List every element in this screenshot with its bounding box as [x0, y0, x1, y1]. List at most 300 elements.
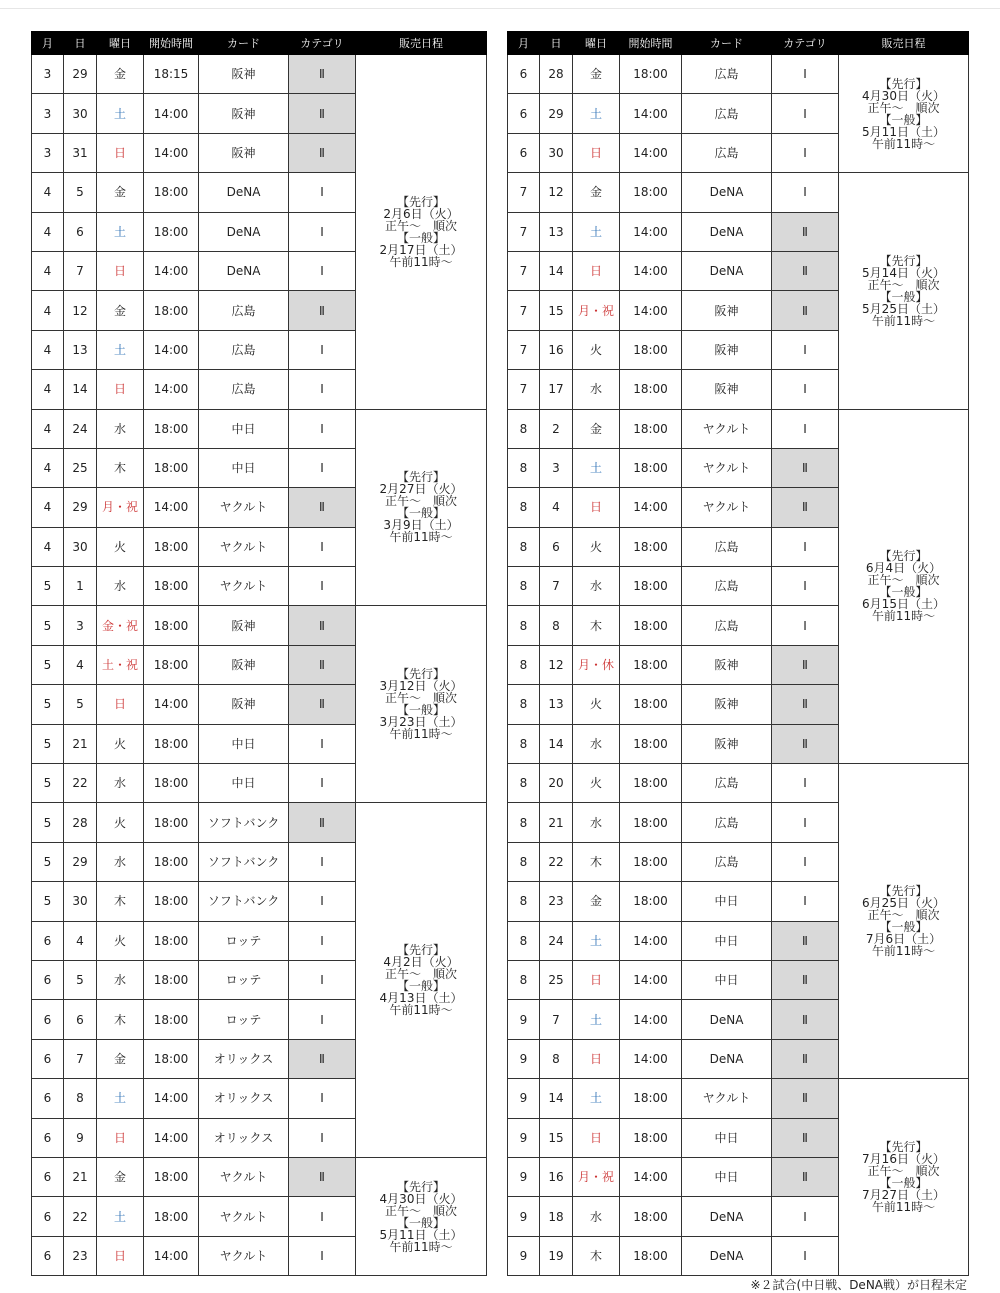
schedule-table-right [507, 31, 969, 1276]
matchup-cell: オリックス [199, 1039, 289, 1078]
start-time-cell: 14:00 [620, 133, 682, 172]
start-time-cell: 14:00 [620, 1000, 682, 1039]
category-cell: Ⅰ [289, 882, 356, 921]
day-cell: 20 [540, 764, 573, 803]
header-start-time: 開始時間 [620, 32, 682, 55]
start-time-cell: 18:00 [620, 764, 682, 803]
category-cell: Ⅰ [289, 1000, 356, 1039]
day-cell: 4 [64, 645, 97, 684]
sale-schedule-line: 【一般】 [879, 585, 928, 600]
sale-schedule-line: 6月25日（火） [862, 896, 945, 911]
day-cell: 16 [540, 1157, 573, 1196]
matchup-cell: 阪神 [682, 645, 772, 684]
start-time-cell: 14:00 [144, 488, 199, 527]
weekday-cell: 土 [97, 1197, 144, 1236]
day-cell: 31 [64, 133, 97, 172]
matchup-cell: ヤクルト [199, 1197, 289, 1236]
start-time-cell: 18:00 [144, 960, 199, 999]
weekday-cell: 土 [97, 330, 144, 369]
matchup-cell: 広島 [199, 330, 289, 369]
start-time-cell: 18:00 [620, 1118, 682, 1157]
month-cell: 6 [32, 1079, 64, 1118]
category-cell: Ⅱ [772, 1079, 839, 1118]
category-cell: Ⅰ [772, 370, 839, 409]
start-time-cell: 18:00 [620, 645, 682, 684]
day-cell: 23 [540, 882, 573, 921]
weekday-cell: 水 [97, 764, 144, 803]
matchup-cell: 広島 [682, 527, 772, 566]
day-cell: 3 [540, 448, 573, 487]
month-cell: 7 [508, 370, 540, 409]
table-row [32, 55, 487, 94]
day-cell: 29 [64, 55, 97, 94]
start-time-cell: 18:00 [620, 330, 682, 369]
sale-schedule-line: 3月23日（土） [379, 715, 463, 730]
category-cell: Ⅰ [289, 448, 356, 487]
day-cell: 14 [64, 370, 97, 409]
start-time-cell: 18:00 [144, 409, 199, 448]
table-row [508, 173, 969, 212]
category-cell: Ⅱ [772, 1000, 839, 1039]
matchup-cell: 中日 [199, 409, 289, 448]
matchup-cell: ヤクルト [682, 488, 772, 527]
sale-schedule-line: 正午～ 順次 [384, 967, 457, 982]
table-row [32, 606, 487, 645]
day-cell: 9 [64, 1118, 97, 1157]
month-cell: 8 [508, 488, 540, 527]
weekday-cell: 水 [97, 409, 144, 448]
category-cell: Ⅰ [289, 212, 356, 251]
weekday-cell: 水 [97, 842, 144, 881]
category-cell: Ⅰ [289, 921, 356, 960]
sale-schedule-line: 正午～ 順次 [384, 218, 457, 233]
sale-schedule-line: 午前11時～ [389, 530, 453, 545]
start-time-cell: 14:00 [144, 133, 199, 172]
sale-schedule-line: 午前11時～ [871, 313, 936, 328]
weekday-cell: 水 [573, 1197, 620, 1236]
matchup-cell: DeNA [682, 251, 772, 290]
month-cell: 4 [32, 291, 64, 330]
category-cell: Ⅰ [289, 1236, 356, 1275]
matchup-cell: 中日 [682, 960, 772, 999]
day-cell: 3 [64, 606, 97, 645]
weekday-cell: 金 [573, 173, 620, 212]
weekday-cell: 日 [573, 1118, 620, 1157]
month-cell: 6 [508, 133, 540, 172]
matchup-cell: 広島 [682, 133, 772, 172]
start-time-cell: 14:00 [620, 94, 682, 133]
start-time-cell: 18:00 [144, 527, 199, 566]
sale-schedule-line: 4月13日（土） [379, 991, 463, 1006]
sale-schedule-line: 6月15日（土） [862, 597, 945, 612]
sale-schedule-cell [356, 1157, 487, 1275]
matchup-cell: 阪神 [199, 94, 289, 133]
weekday-cell: 金 [573, 882, 620, 921]
matchup-cell: ロッテ [199, 1000, 289, 1039]
weekday-cell: 水 [573, 370, 620, 409]
weekday-cell: 金 [573, 409, 620, 448]
category-cell: Ⅱ [772, 921, 839, 960]
start-time-cell: 18:00 [144, 1000, 199, 1039]
weekday-cell: 金 [97, 291, 144, 330]
matchup-cell: 中日 [199, 448, 289, 487]
weekday-cell: 月・祝 [573, 1157, 620, 1196]
weekday-cell: 日 [97, 1118, 144, 1157]
matchup-cell: 広島 [682, 55, 772, 94]
start-time-cell: 14:00 [620, 1157, 682, 1196]
sale-schedule-line: 【一般】 [879, 112, 928, 127]
weekday-cell: 日 [97, 370, 144, 409]
day-cell: 29 [64, 488, 97, 527]
day-cell: 15 [540, 291, 573, 330]
matchup-cell: ソフトバンク [199, 842, 289, 881]
month-cell: 5 [32, 724, 64, 763]
category-cell: Ⅱ [289, 606, 356, 645]
category-cell: Ⅱ [772, 724, 839, 763]
header-category: カテゴリ [289, 32, 356, 55]
weekday-cell: 日 [573, 960, 620, 999]
sale-schedule-line: 2月27日（火） [379, 482, 463, 497]
day-cell: 6 [540, 527, 573, 566]
weekday-cell: 日 [573, 133, 620, 172]
matchup-cell: 阪神 [199, 606, 289, 645]
category-cell: Ⅱ [289, 645, 356, 684]
month-cell: 6 [32, 1157, 64, 1196]
start-time-cell: 18:00 [620, 1079, 682, 1118]
day-cell: 7 [540, 1000, 573, 1039]
sale-schedule-line: 4月30日（火） [379, 1191, 463, 1206]
day-cell: 22 [64, 764, 97, 803]
day-cell: 29 [540, 94, 573, 133]
start-time-cell: 18:00 [620, 55, 682, 94]
sale-schedule-line: 4月2日（火） [383, 955, 459, 970]
month-cell: 8 [508, 409, 540, 448]
matchup-cell: ヤクルト [199, 567, 289, 606]
month-cell: 5 [32, 882, 64, 921]
start-time-cell: 18:00 [620, 882, 682, 921]
category-cell: Ⅰ [772, 606, 839, 645]
sale-schedule-line: 正午～ 順次 [867, 100, 940, 115]
weekday-cell: 日 [97, 133, 144, 172]
day-cell: 4 [540, 488, 573, 527]
month-cell: 4 [32, 330, 64, 369]
matchup-cell: DeNA [682, 1236, 772, 1275]
month-cell: 6 [32, 921, 64, 960]
month-cell: 4 [32, 527, 64, 566]
table-row [32, 803, 487, 842]
day-cell: 15 [540, 1118, 573, 1157]
start-time-cell: 14:00 [620, 1039, 682, 1078]
day-cell: 7 [64, 251, 97, 290]
sale-schedule-line: 4月30日（火） [862, 88, 945, 103]
sale-schedule-line: 午前11時～ [871, 609, 936, 624]
matchup-cell: DeNA [682, 1197, 772, 1236]
start-time-cell: 18:00 [144, 606, 199, 645]
start-time-cell: 14:00 [620, 212, 682, 251]
category-cell: Ⅱ [772, 685, 839, 724]
start-time-cell: 18:00 [144, 842, 199, 881]
header-month: 月 [508, 32, 540, 55]
sale-schedule-line: 午前11時～ [389, 1239, 453, 1254]
sale-schedule-line: 【先行】 [879, 1140, 928, 1155]
sale-schedule-line: 2月6日（火） [383, 206, 459, 221]
matchup-cell: 阪神 [682, 685, 772, 724]
sale-schedule-line: 【一般】 [396, 979, 445, 994]
sale-schedule-line: 正午～ 順次 [867, 1164, 940, 1179]
day-cell: 7 [64, 1039, 97, 1078]
sale-schedule-line: 午前11時～ [389, 727, 453, 742]
category-cell: Ⅰ [772, 803, 839, 842]
start-time-cell: 18:00 [144, 291, 199, 330]
start-time-cell: 14:00 [144, 251, 199, 290]
weekday-cell: 木 [573, 842, 620, 881]
matchup-cell: DeNA [199, 251, 289, 290]
month-cell: 8 [508, 685, 540, 724]
day-cell: 16 [540, 330, 573, 369]
category-cell: Ⅰ [772, 882, 839, 921]
sale-schedule-line: 【先行】 [396, 470, 445, 485]
month-cell: 7 [508, 330, 540, 369]
weekday-cell: 水 [97, 960, 144, 999]
matchup-cell: 広島 [199, 370, 289, 409]
weekday-cell: 日 [573, 1039, 620, 1078]
start-time-cell: 18:00 [620, 842, 682, 881]
day-cell: 21 [540, 803, 573, 842]
month-cell: 4 [32, 251, 64, 290]
start-time-cell: 18:00 [144, 921, 199, 960]
start-time-cell: 18:00 [620, 1197, 682, 1236]
day-cell: 25 [540, 960, 573, 999]
month-cell: 4 [32, 488, 64, 527]
month-cell: 4 [32, 409, 64, 448]
matchup-cell: ソフトバンク [199, 882, 289, 921]
category-cell: Ⅱ [772, 960, 839, 999]
day-cell: 29 [64, 842, 97, 881]
day-cell: 2 [540, 409, 573, 448]
category-cell: Ⅰ [772, 94, 839, 133]
start-time-cell: 18:00 [144, 173, 199, 212]
day-cell: 4 [64, 921, 97, 960]
day-cell: 8 [540, 1039, 573, 1078]
month-cell: 3 [32, 94, 64, 133]
matchup-cell: 中日 [682, 921, 772, 960]
weekday-cell: 木 [573, 1236, 620, 1275]
weekday-cell: 土・祝 [97, 645, 144, 684]
sale-schedule-line: 【一般】 [879, 289, 928, 304]
weekday-cell: 水 [573, 567, 620, 606]
month-cell: 9 [508, 1000, 540, 1039]
month-cell: 4 [32, 212, 64, 251]
month-cell: 8 [508, 645, 540, 684]
month-cell: 6 [32, 1039, 64, 1078]
weekday-cell: 火 [97, 803, 144, 842]
month-cell: 6 [508, 55, 540, 94]
month-cell: 8 [508, 921, 540, 960]
weekday-cell: 土 [573, 921, 620, 960]
matchup-cell: DeNA [199, 173, 289, 212]
table-header-row [508, 32, 969, 55]
sale-schedule-cell [839, 409, 969, 764]
month-cell: 5 [32, 567, 64, 606]
weekday-cell: 金 [97, 55, 144, 94]
start-time-cell: 18:00 [620, 803, 682, 842]
day-cell: 12 [540, 173, 573, 212]
header-day: 日 [64, 32, 97, 55]
matchup-cell: 阪神 [199, 645, 289, 684]
day-cell: 22 [540, 842, 573, 881]
weekday-cell: 木 [97, 882, 144, 921]
start-time-cell: 14:00 [144, 330, 199, 369]
category-cell: Ⅱ [772, 251, 839, 290]
footnote: ※２試合(中日戦、DeNA戦）が日程未定 [750, 1278, 967, 1292]
start-time-cell: 18:00 [620, 567, 682, 606]
sale-schedule-line: 7月6日（土） [865, 932, 942, 947]
category-cell: Ⅱ [772, 1157, 839, 1196]
sale-schedule-line: 【一般】 [396, 230, 445, 245]
day-cell: 24 [540, 921, 573, 960]
weekday-cell: 土 [97, 1079, 144, 1118]
start-time-cell: 18:00 [144, 803, 199, 842]
month-cell: 4 [32, 370, 64, 409]
day-cell: 21 [64, 724, 97, 763]
category-cell: Ⅰ [772, 173, 839, 212]
category-cell: Ⅱ [289, 94, 356, 133]
day-cell: 21 [64, 1157, 97, 1196]
category-cell: Ⅰ [772, 842, 839, 881]
start-time-cell: 14:00 [144, 1118, 199, 1157]
day-cell: 14 [540, 1079, 573, 1118]
category-cell: Ⅱ [772, 448, 839, 487]
day-cell: 5 [64, 960, 97, 999]
category-cell: Ⅱ [289, 291, 356, 330]
sale-schedule-line: 5月11日（土） [379, 1227, 463, 1242]
month-cell: 8 [508, 448, 540, 487]
sale-schedule-line: 正午～ 順次 [867, 573, 940, 588]
start-time-cell: 18:00 [144, 882, 199, 921]
category-cell: Ⅰ [772, 527, 839, 566]
day-cell: 1 [64, 567, 97, 606]
sale-schedule-line: 【先行】 [879, 884, 928, 899]
weekday-cell: 火 [97, 527, 144, 566]
sale-schedule-line: 正午～ 順次 [384, 1203, 457, 1218]
matchup-cell: DeNA [682, 212, 772, 251]
matchup-cell: ロッテ [199, 960, 289, 999]
matchup-cell: 阪神 [199, 133, 289, 172]
day-cell: 19 [540, 1236, 573, 1275]
start-time-cell: 18:00 [620, 685, 682, 724]
weekday-cell: 金 [97, 173, 144, 212]
category-cell: Ⅱ [289, 1039, 356, 1078]
weekday-cell: 日 [97, 1236, 144, 1275]
table-row [508, 764, 969, 803]
weekday-cell: 日 [97, 685, 144, 724]
table-row [508, 409, 969, 448]
day-cell: 12 [64, 291, 97, 330]
month-cell: 5 [32, 764, 64, 803]
weekday-cell: 月・祝 [573, 291, 620, 330]
weekday-cell: 水 [573, 803, 620, 842]
start-time-cell: 14:00 [620, 960, 682, 999]
start-time-cell: 14:00 [144, 1236, 199, 1275]
day-cell: 30 [64, 94, 97, 133]
sale-schedule-line: 【先行】 [396, 667, 445, 682]
sale-schedule-line: 3月12日（火） [379, 679, 463, 694]
matchup-cell: ヤクルト [199, 488, 289, 527]
sale-schedule-line: 午前11時～ [871, 136, 936, 151]
start-time-cell: 14:00 [144, 94, 199, 133]
day-cell: 13 [540, 685, 573, 724]
matchup-cell: 阪神 [682, 370, 772, 409]
month-cell: 9 [508, 1118, 540, 1157]
matchup-cell: オリックス [199, 1079, 289, 1118]
category-cell: Ⅰ [289, 527, 356, 566]
category-cell: Ⅰ [289, 842, 356, 881]
category-cell: Ⅰ [289, 370, 356, 409]
header-weekday: 曜日 [573, 32, 620, 55]
month-cell: 6 [32, 1197, 64, 1236]
sale-schedule-cell [356, 606, 487, 803]
day-cell: 8 [540, 606, 573, 645]
month-cell: 6 [32, 1000, 64, 1039]
category-cell: Ⅰ [772, 764, 839, 803]
sale-schedule-line: 正午～ 順次 [384, 691, 457, 706]
weekday-cell: 火 [573, 685, 620, 724]
sale-schedule-cell [356, 55, 487, 410]
matchup-cell: DeNA [682, 1000, 772, 1039]
month-cell: 6 [32, 1236, 64, 1275]
sale-schedule-line: 午前11時～ [389, 1003, 453, 1018]
start-time-cell: 18:00 [144, 724, 199, 763]
sale-schedule-line: 【一般】 [879, 920, 928, 935]
weekday-cell: 日 [573, 251, 620, 290]
sale-schedule-line: 2月17日（土） [379, 242, 463, 257]
month-cell: 7 [508, 173, 540, 212]
matchup-cell: 広島 [682, 842, 772, 881]
day-cell: 28 [64, 803, 97, 842]
month-cell: 7 [508, 251, 540, 290]
start-time-cell: 18:00 [620, 527, 682, 566]
matchup-cell: ヤクルト [682, 409, 772, 448]
month-cell: 8 [508, 527, 540, 566]
matchup-cell: DeNA [682, 1039, 772, 1078]
sale-schedule-line: 5月14日（火） [862, 265, 945, 280]
sale-schedule-cell [839, 764, 969, 1079]
day-cell: 6 [64, 1000, 97, 1039]
sale-schedule-line: 7月16日（火） [862, 1152, 945, 1167]
category-cell: Ⅰ [289, 409, 356, 448]
matchup-cell: 阪神 [682, 724, 772, 763]
matchup-cell: 広島 [682, 606, 772, 645]
table-row [32, 1157, 487, 1196]
weekday-cell: 日 [97, 251, 144, 290]
category-cell: Ⅰ [289, 251, 356, 290]
category-cell: Ⅱ [289, 55, 356, 94]
month-cell: 7 [508, 291, 540, 330]
month-cell: 8 [508, 960, 540, 999]
category-cell: Ⅰ [772, 55, 839, 94]
table-row [508, 1079, 969, 1118]
matchup-cell: ヤクルト [199, 1236, 289, 1275]
weekday-cell: 月・休 [573, 645, 620, 684]
day-cell: 25 [64, 448, 97, 487]
matchup-cell: 中日 [682, 882, 772, 921]
month-cell: 5 [32, 606, 64, 645]
month-cell: 5 [32, 645, 64, 684]
month-cell: 9 [508, 1157, 540, 1196]
month-cell: 9 [508, 1197, 540, 1236]
header-day: 日 [540, 32, 573, 55]
matchup-cell: 阪神 [199, 55, 289, 94]
